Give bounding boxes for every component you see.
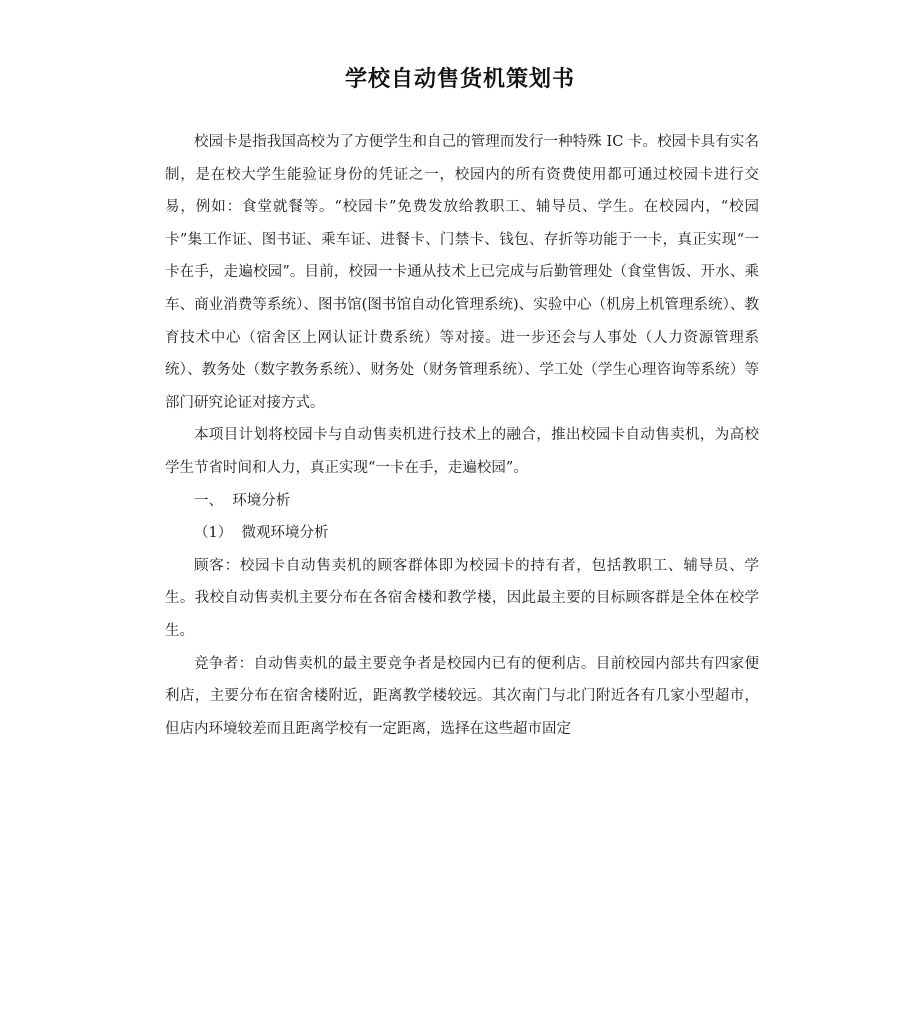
subsection-heading-micro-environment: （1） 微观环境分析 bbox=[194, 525, 329, 542]
paragraph-competitors: 竞争者：自动售卖机的最主要竞争者是校园内已有的便利店。目前校园内部共有四家便利店，主要分布在宿舍楼附近，距离教学楼较远。其次南门与北门附近各有几家小型超市，但店内环境较差而且距离学校有一定距离，选择在这些超市固定 bbox=[165, 655, 759, 737]
paragraph-project-plan: 本项目计划将校园卡与自动售卖机进行技术上的融合，推出校园卡自动售卖机，为高校学生节省时间和人力，真正实现“一卡在手，走遍校园”。 bbox=[165, 427, 759, 476]
document-body bbox=[165, 126, 759, 745]
section-heading-environment-analysis: 一、 环境分析 bbox=[194, 492, 291, 509]
paragraph-campus-card-intro: 校园卡是指我国高校为了方便学生和自己的管理而发行一种特殊 IC 卡。校园卡具有实名制，是在校大学生能验证身份的凭证之一，校园内的所有资费使用都可通过校园卡进行交易，例如：食堂就餐等。“校园卡”免费发放给教职工、辅导员、学生。在校园内，“校园卡”集工作证、图书证、乘车证、进餐卡、门禁卡、钱包、存折等功能于一卡，真正实现“一卡在手，走遍校园”。目前，校园一卡通从技术上已完成与后勤管理处（食堂售饭、开水、乘车、商业消费等系统）、图书馆(图书馆自动化管理系统)、实验中心（机房上机管理系统）、教育技术中心（宿舍区上网认证计费系统）等对接。进一步还会与人事处（人力资源管理系统）、教务处（数字教务系统）、财务处（财务管理系统）、学工处（学生心理咨询等系统）等部门研究论证对接方式。 bbox=[165, 134, 759, 411]
paragraph-customers: 顾客：校园卡自动售卖机的顾客群体即为校园卡的持有者，包括教职工、辅导员、学生。我校自动售卖机主要分布在各宿舍楼和教学楼，因此最主要的目标顾客群是全体在校学生。 bbox=[165, 557, 759, 639]
document-title: 学校自动售货机策划书 bbox=[344, 67, 575, 92]
